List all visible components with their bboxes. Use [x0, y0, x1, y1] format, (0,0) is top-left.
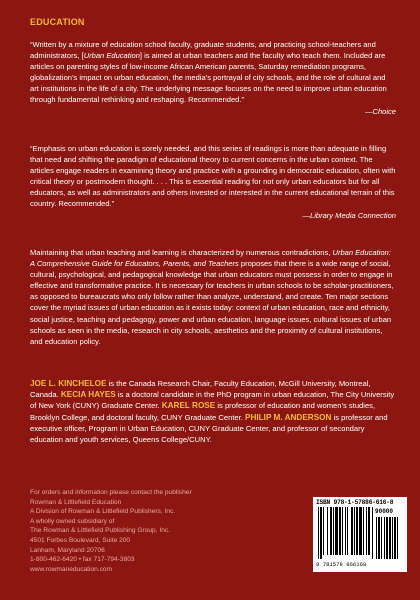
barcode-bar [345, 507, 346, 555]
publisher-line: 4501 Forbes Boulevard, Suite 200 [30, 536, 131, 544]
author-bio: is the Canada Research Chair, Faculty Education, McGill University, Montreal, Canada. [30, 379, 371, 400]
barcode-bar [354, 507, 355, 555]
barcode-bar [318, 507, 319, 559]
barcode-bar [327, 507, 328, 555]
author-bio: is professor and executive officer, Program in Urban Education, CUNY Graduate Center, and professor of secondary education and youth services, Queens College/CUNY. [30, 412, 388, 445]
barcode-addon: 90000 [375, 508, 394, 515]
publisher-line: A Division of Rowman & Littlefield Publishers, Inc. [30, 508, 176, 516]
review-blurb-choice [30, 39, 396, 117]
barcode-bar [339, 507, 341, 555]
barcode-addon-bar [384, 517, 385, 559]
review-text-cont: ] is aimed at urban teachers and the faculty who teach them. Included are articles on parenting styles of low-income African American parents, Saturday remediation programs, globalization’s impact on urban education, the media’s portrayal of city schools, and the role of cultural and art institutions in the life of a city. The underlying message focuses on the need to improve urban education through fundamental rethinking and reshaping. Recommended.” [30, 51, 387, 105]
publisher-line: Rowman & Littlefield Education [30, 498, 122, 506]
barcode-bar [368, 507, 370, 555]
review-attribution: —Library Media Connection [302, 210, 396, 220]
summary-book-title: Urban Education: A Comprehensive Guide for Educators, Parents, and Teachers [30, 248, 391, 269]
barcode-bar [330, 507, 332, 555]
publisher-line: 1-800-462-6420 • fax 717-794-3803 [30, 556, 135, 564]
barcode-addon-bar [389, 517, 391, 559]
review-attribution: —Choice [364, 106, 396, 116]
barcode-bar [333, 507, 334, 555]
publisher-line: The Rowman & Littlefield Publishing Group, Inc. [30, 527, 171, 535]
barcode-addon-bar [386, 517, 388, 559]
review-text: “Written by a mixture of education school faculty, graduate students, and practicing school-teachers and administrators, [ [30, 40, 376, 61]
publisher-line: A wholly owned subsidiary of [30, 517, 115, 525]
book-summary [30, 247, 396, 347]
barcode-addon-bar [378, 517, 380, 559]
barcode-bar [347, 507, 348, 555]
category-label: EDUCATION [30, 17, 85, 27]
barcode-addon-bar [397, 517, 398, 559]
barcode-bar [372, 507, 373, 559]
barcode-bar [363, 507, 364, 555]
ean-digits: 9 781578 866168 [316, 561, 367, 568]
author-bio: is professor of education and women’s studies, Brooklyn College, and doctoral faculty, CUNY Graduate Center. [30, 401, 376, 422]
review-book-title: Urban Education [83, 51, 140, 61]
barcode-addon-bar [392, 517, 393, 559]
barcode-bar [359, 507, 362, 555]
barcode-bar [366, 507, 367, 555]
barcode-bar [335, 507, 338, 555]
isbn-number: ISBN 978-1-57886-616-8 [316, 499, 394, 506]
publisher-line: For orders and information please contact the publisher [30, 489, 192, 496]
barcode-bar [323, 507, 324, 555]
barcode-bar [342, 507, 343, 555]
barcode-addon-bar [376, 517, 377, 559]
barcode-bar [356, 507, 358, 555]
barcode-bars [318, 507, 402, 561]
author-name: PHILIP M. ANDERSON [245, 412, 332, 422]
author-name: KAREL ROSE [161, 401, 216, 411]
author-name: KECIA HAYES [60, 390, 116, 400]
publisher-contact [30, 488, 260, 574]
review-blurb-library-media-connection [30, 143, 396, 221]
author-bio: is a doctoral candidate in the PhD program in urban education, The City University of New York (CUNY) Graduate Center. [30, 390, 395, 411]
author-name: JOE L. KINCHELOE [30, 379, 107, 388]
barcode-bar [351, 507, 353, 555]
barcode-addon-bar [381, 517, 382, 559]
author-bios [30, 378, 396, 445]
review-text: “Emphasis on urban education is sorely needed, and this series of readings is more than adequate in filling that need and shifting the paradigm of educational theory to current concerns in the urban context. The articles engage readers in examining theory and practice with a grounding in democratic education, often with critical theory or postmodern thought. . . . This is essential reading for not only urban educators but for all educators, as well as administrators and others invested or interested in the current educational terrain of this country. Recommended.” [30, 144, 396, 209]
publisher-website: www.rowmaneducation.com [30, 565, 113, 573]
barcode-addon-bar [394, 517, 396, 559]
summary-text: Maintaining that urban teaching and learning is characterized by numerous contradictions, [30, 248, 331, 257]
barcode-bar [320, 507, 322, 559]
isbn-barcode [313, 497, 407, 572]
publisher-line: Lanham, Maryland 20706 [30, 546, 105, 554]
summary-text-cont: proposes that there is a wide range of social, cultural, psychological, and pedagogical knowledge that urban educators must possess in order to engage in effective and transformative practice. It is necessary for teachers in urban schools to be scholar-practitioners, as opposed to bureaucrats who only follow rather than analyze, understand, and create. Ten major sections cover the myriad issues of urban education as it exists today: context of urban education, race and ethnicity, social justice, teaching and pedagogy, power and urban education, language issues, cultural issues of urban schools as seen in the media, research in city schools, aesthetics and the proximity of cultural institutions, and education policy. [30, 259, 394, 346]
